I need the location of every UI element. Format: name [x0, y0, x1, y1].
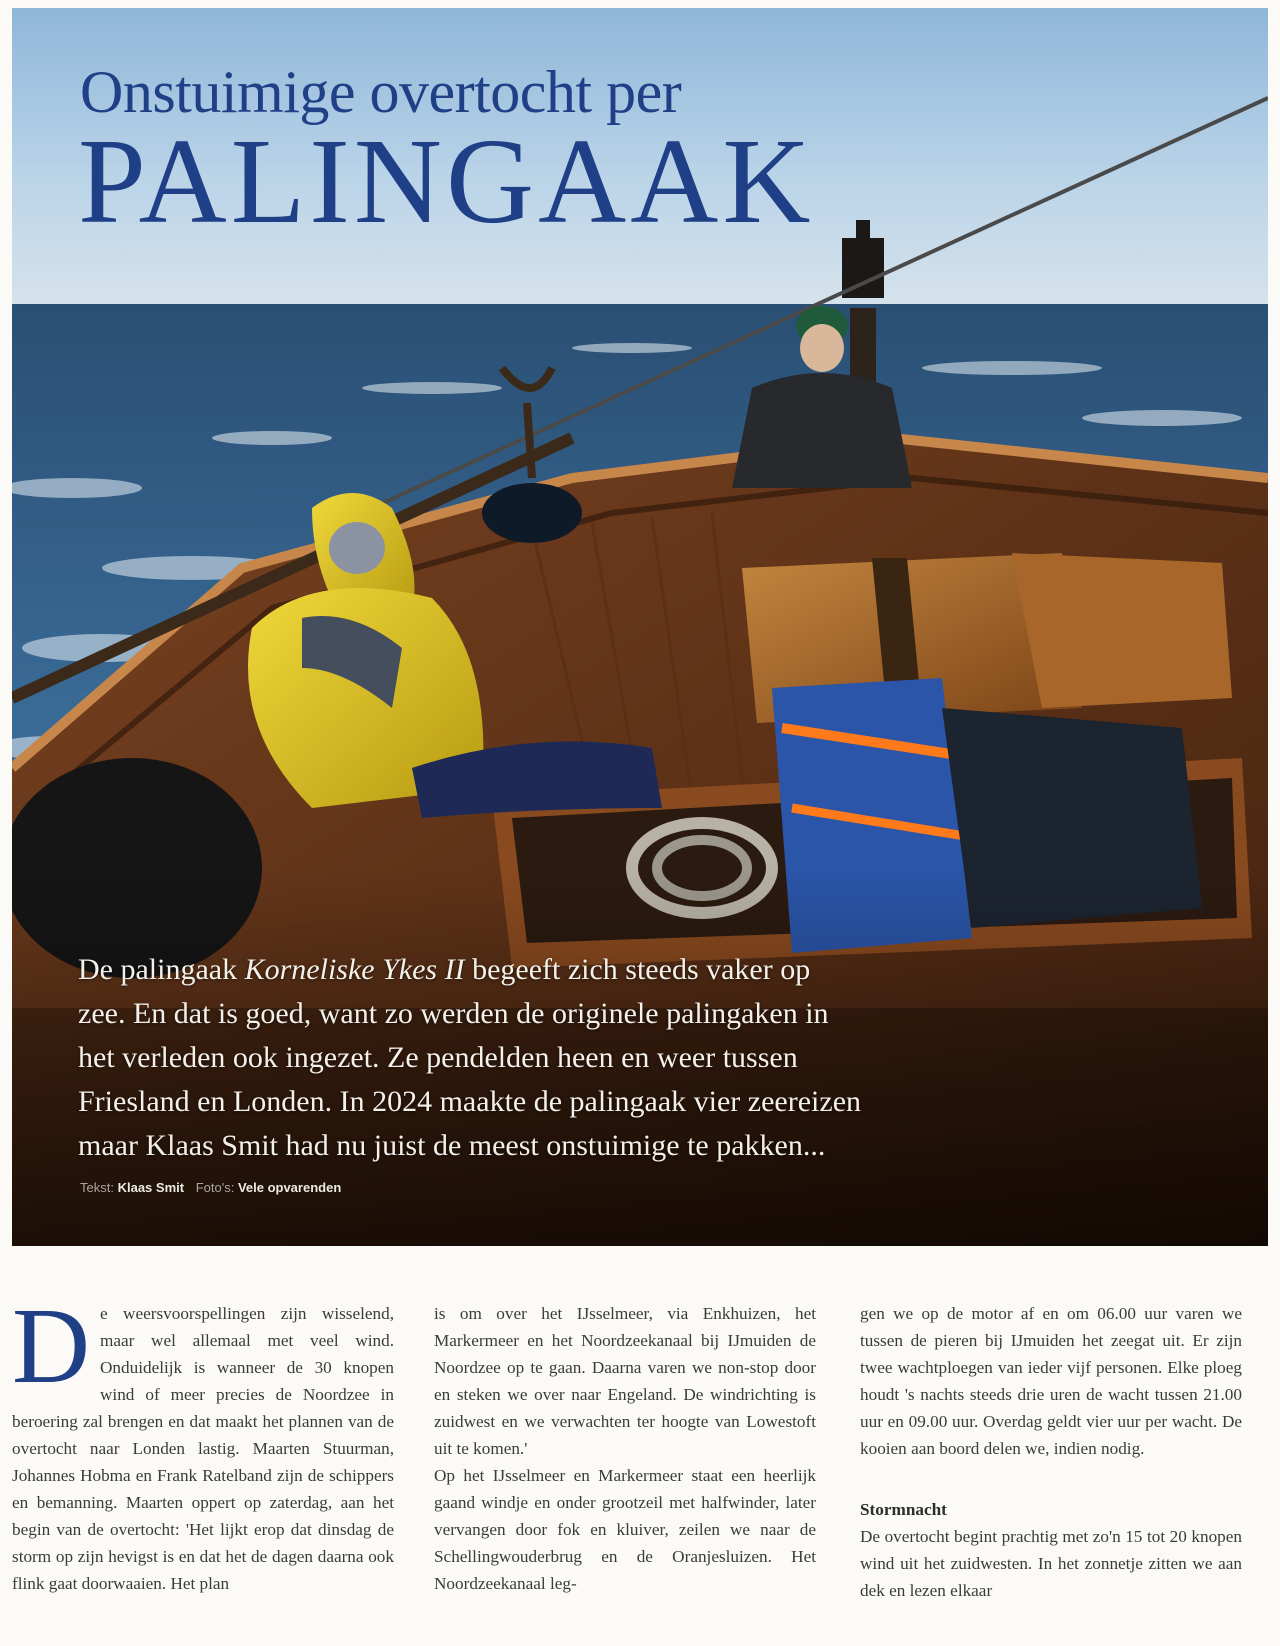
lead-text: begeeft zich steeds vaker op	[464, 953, 811, 986]
article-column-1	[12, 1287, 394, 1597]
body-paragraph: is om over het IJsselmeer, via Enkhuizen, het Markermeer en het Noordzeekanaal bij IJmuiden de Noordzee op te gaan. Daarna varen we non-stop door en steken we over naar Engeland. De windrichting is zuidwest en we verwachten ter hoogte van Lowestoft uit te komen.'	[434, 1304, 816, 1458]
body-paragraph: De overtocht begint prachtig met zo'n 15 tot 20 knopen wind uit het zuidwesten. In het zonnetje zitten we aan dek en lezen elkaar	[860, 1527, 1242, 1600]
body-paragraph: e weersvoorspellingen zijn wisselend, maar wel allemaal met veel wind. Onduidelijk is wanneer de 30 knopen wind of meer precies de Noordzee in beroering zal brengen en dat maakt het plannen van de overtocht naar Londen lastig. Maarten Stuurman, Johannes Hobma en Frank Ratelband zijn de schippers en bemanning. Maarten oppert op zaterdag, aan het begin van de overtocht: 'Het lijkt erop dat dinsdag de storm op zijn hevigst is en dat het de dagen daarna ook flink gaat doorwaaien. Het plan	[12, 1304, 394, 1593]
body-paragraph: gen we op de motor af en om 06.00 uur varen we tussen de pieren bij IJmuiden het zeegat uit. Er zijn twee wachtploegen van ieder vijf personen. Elke ploeg houdt 's nachts steeds drie uren de wacht tussen 21.00 uur en 09.00 uur. Overdag geldt vier uur per wacht. De kooien aan boord delen we, indien nodig.	[860, 1304, 1242, 1458]
section-subheading: Stormnacht	[860, 1500, 947, 1519]
article-column-2	[434, 1300, 816, 1597]
hero-photo	[12, 8, 1268, 1246]
drop-cap: D	[12, 1287, 90, 1406]
headline-line-2: PALINGAAK	[78, 114, 815, 249]
photo-credit-author: Vele opvarenden	[237, 1180, 342, 1195]
body-paragraph: Op het IJsselmeer en Markermeer staat een heerlijk gaand windje en onder grootzeil met halfwinder, later vervangen door fok en kluiver, zeilen we naar de Schellingwouderbrug en de Oranjesluizen. Het Noordzeekanaal leg-	[434, 1466, 816, 1593]
lead-line: het verleden ook ingezet. Ze pendelden heen en weer tussen	[78, 1041, 798, 1074]
photo-credit-label: Foto's:	[195, 1180, 235, 1195]
byline	[80, 1180, 349, 1195]
boat-name: Korneliske Ykes II	[244, 953, 465, 986]
text-credit-author: Klaas Smit	[117, 1180, 185, 1195]
lead-line: zee. En dat is goed, want zo werden de originele palingaken in	[78, 997, 829, 1030]
text-credit-label: Tekst:	[80, 1180, 114, 1195]
lead-line	[78, 948, 978, 992]
article-body	[12, 1287, 1268, 1646]
lead-line: maar Klaas Smit had nu juist de meest onstuimige te pakken...	[78, 1129, 826, 1162]
lead-paragraph	[78, 948, 978, 1168]
lead-line: Friesland en Londen. In 2024 maakte de palingaak vier zeereizen	[78, 1085, 862, 1118]
article-column-3	[860, 1300, 1242, 1604]
headline-line-1: Onstuimige overtocht per	[80, 59, 682, 125]
lead-text: De palingaak	[78, 953, 245, 986]
